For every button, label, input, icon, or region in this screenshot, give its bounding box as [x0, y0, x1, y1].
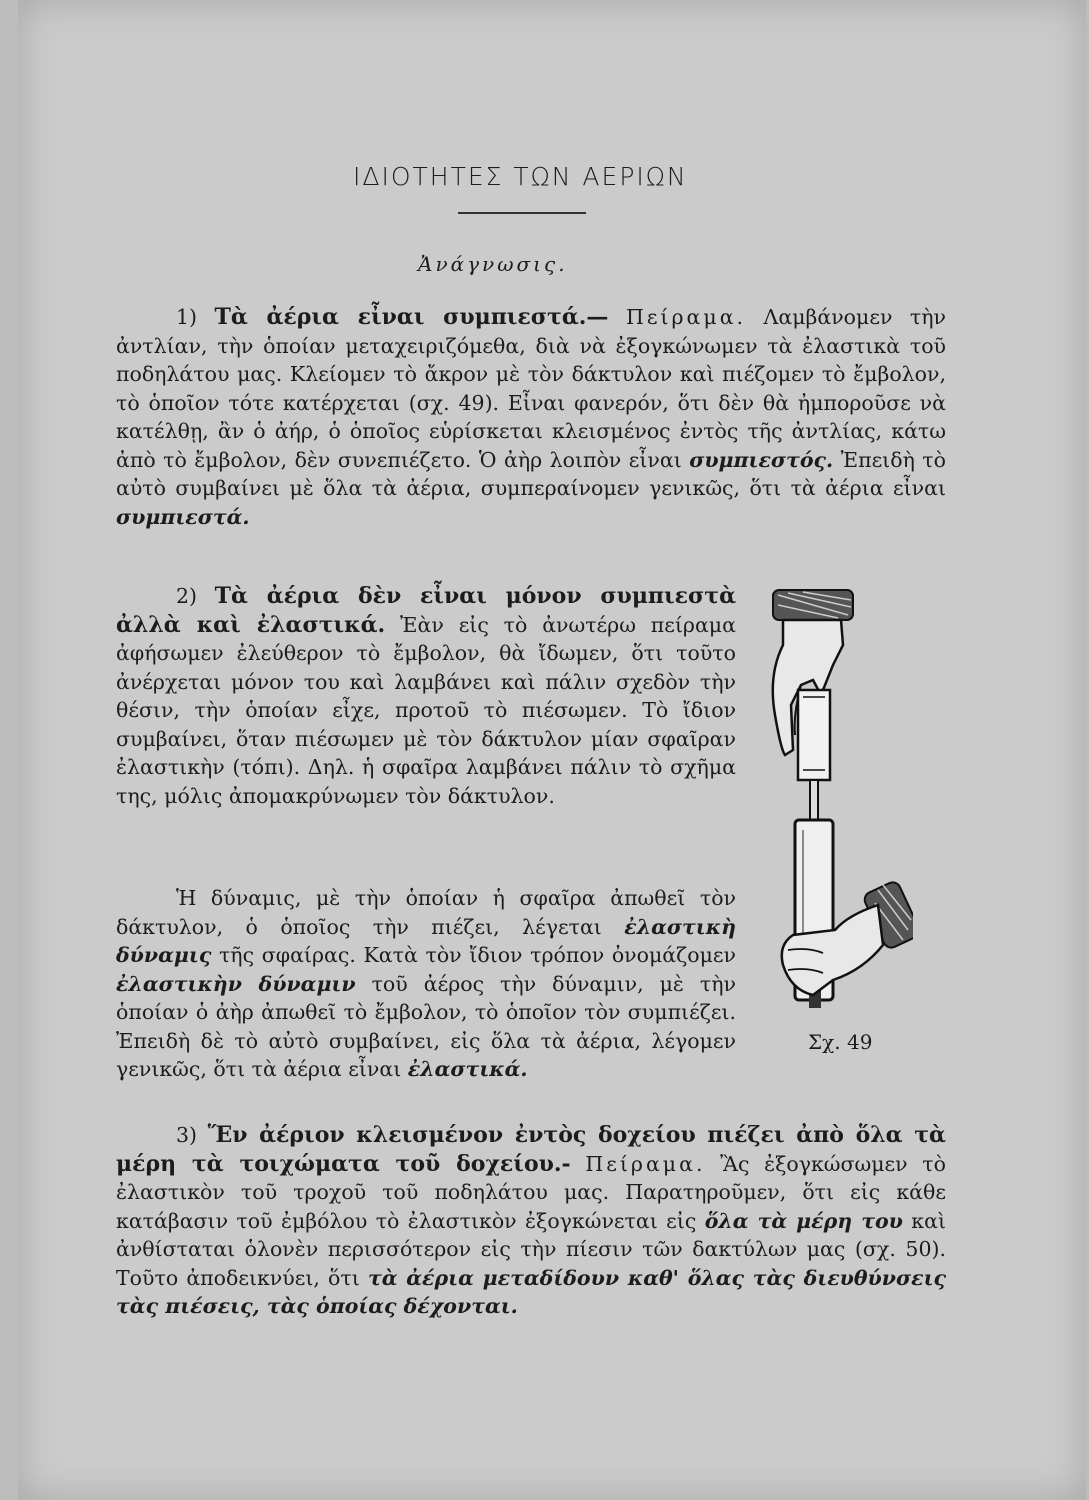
page-title: ΙΔΙΟΤΗΤΕΣ ΤΩΝ ΑΕΡΙΩΝ	[353, 162, 688, 191]
paragraph-4-emphasis-a: ὅλα τὰ μέρη του	[704, 1208, 903, 1233]
paragraph-1-emphasis-b: συμπιεστά.	[116, 504, 250, 529]
section-number-2: 2)	[176, 584, 198, 608]
experiment-label-3: Πείραμα.	[585, 1151, 706, 1176]
paragraph-1-emphasis-a: συμπιεστός.	[689, 447, 834, 472]
figure-caption: Σχ. 49	[808, 1030, 873, 1054]
title-divider	[458, 212, 586, 214]
section-number-1: 1)	[176, 305, 198, 329]
paragraph-4-emphasis-b: τὰ ἀέρια μεταδίδουν καθ' ὅλας τὰς διευθύνσεις τὰς πιέσεις, τὰς ὁποίας δέχονται.	[116, 1265, 946, 1318]
paragraph-2	[116, 582, 736, 810]
paragraph-1	[116, 303, 946, 531]
section-number-3: 3)	[176, 1123, 198, 1147]
paragraph-1-text-b: Ἐπειδὴ τὸ αὐτὸ συμβαίνει μὲ ὅλα τὰ ἀέρια, συμπεραίνομεν γενικῶς, ὅτι τὰ ἀέρια εἶναι	[116, 447, 946, 500]
book-page	[18, 0, 1086, 1500]
paragraph-3	[116, 884, 736, 1084]
paragraph-4	[116, 1121, 946, 1321]
section-heading-3: Ἕν ἀέριον κλεισμένον ἐντὸς δοχείου πιέζει ἀπὸ ὅλα τὰ μέρη τὰ τοιχώματα τοῦ δοχείου.-	[116, 1122, 946, 1177]
paragraph-3-text-b: τῆς σφαίρας. Κατὰ τὸν ἴδιον τρόπον ὀνομάζομεν	[211, 943, 736, 967]
paragraph-4-text-a: Ἂς ἐξογκώσωμεν τὸ ἐλαστικὸν τοῦ τροχοῦ τοῦ ποδηλάτου μας. Παρατηροῦμεν, ὅτι εἰς κάθε κατάβασιν τοῦ ἐμβόλου τὸ ἐλαστικὸν ἐξογκώνεται εἰς	[116, 1151, 946, 1233]
experiment-label-1: Πείραμα.	[625, 305, 747, 329]
paragraph-2-text: Ἐὰν εἰς τὸ ἀνωτέρω πείραμα ἀφήσωμεν ἐλεύθερον τὸ ἔμβολον, θὰ ἴδωμεν, ὅτι τοῦτο ἀνέρχεται μόνον του καὶ λαμβάνει καὶ πάλιν σχεδὸν τὴν θέσιν, τὴν ὁποίαν εἶχε, προτοῦ τὸ πιέσωμεν. Τὸ ἴδιον συμβαίνει, ὅταν πιέσωμεν μὲ τὸν δάκτυλον μίαν σφαῖραν ἐλαστικὴν (τόπι). Δηλ. ἡ σφαῖρα λαμβάνει πάλιν τὸ σχῆμα της, μόλις ἀπομακρύνωμεν τὸν δάκτυλον.	[116, 612, 736, 808]
paragraph-3-emphasis-b: ἐλαστικὴν δύναμιν	[116, 971, 356, 996]
paragraph-4-text-b: καὶ ἀνθίσταται ὁλονὲν περισσότερον εἰς τὴν πίεσιν τῶν δακτύλων μας (σχ. 50). Τοῦτο ἀποδεικνύει, ὅτι	[116, 1208, 946, 1290]
paragraph-3-emphasis-c: ἐλαστικά.	[407, 1057, 528, 1081]
pump-illustration-icon	[763, 585, 913, 1015]
paragraph-1-text-a: Λαμβάνομεν τὴν ἀντλίαν, τὴν ὁποίαν μεταχειριζόμεθα, διὰ νὰ ἐξογκώνωμεν τὰ ἐλαστικὰ τοῦ ποδηλάτου μας. Κλείομεν τὸ ἄκρον μὲ τὸν δάκτυλον καὶ πιέζομεν τὸ ἔμβολον, τὸ ὁποῖον τότε κατέρχεται (σχ. 49). Εἶναι φανερόν, ὅτι δὲν θὰ ἠμποροῦσε νὰ κατέλθῃ, ἂν ὁ ἀήρ, ὁ ὁποῖος εὑρίσκεται κλεισμένος ἐντὸς τῆς ἀντλίας, κάτω ἀπὸ τὸ ἔμβολον, δὲν συνεπιέζετο. Ὁ ἀὴρ λοιπὸν εἶναι	[116, 305, 946, 472]
paragraph-3-emphasis-a: ἐλαστικὴ δύναμις	[116, 914, 736, 967]
paragraph-3-text-a: Ἡ δύναμις, μὲ τὴν ὁποίαν ἡ σφαῖρα ἀπωθεῖ τὸν δάκτυλον, ὁ ὁποῖος τὴν πιέζει, λέγεται	[116, 886, 736, 939]
section-heading-2: Τὰ ἀέρια δὲν εἶναι μόνον συμπιεστὰ ἀλλὰ καὶ ἐλαστικά.	[116, 583, 736, 638]
paragraph-3-text-c: τοῦ ἀέρος τὴν δύναμιν, μὲ τὴν ὁποίαν ὁ ἀὴρ ἀπωθεῖ τὸ ἔμβολον, τὸ ὁποῖον τὸν συμπιέζει. Ἐπειδὴ δὲ τὸ αὐτὸ συμβαίνει, εἰς ὅλα τὰ ἀέρια, λέγομεν γενικῶς, ὅτι τὰ ἀέρια εἶναι	[116, 971, 736, 1081]
section-subtitle: Ἀνάγνωσις.	[418, 252, 568, 276]
section-heading-1: Τὰ ἀέρια εἶναι συμπιεστά.—	[214, 304, 609, 330]
